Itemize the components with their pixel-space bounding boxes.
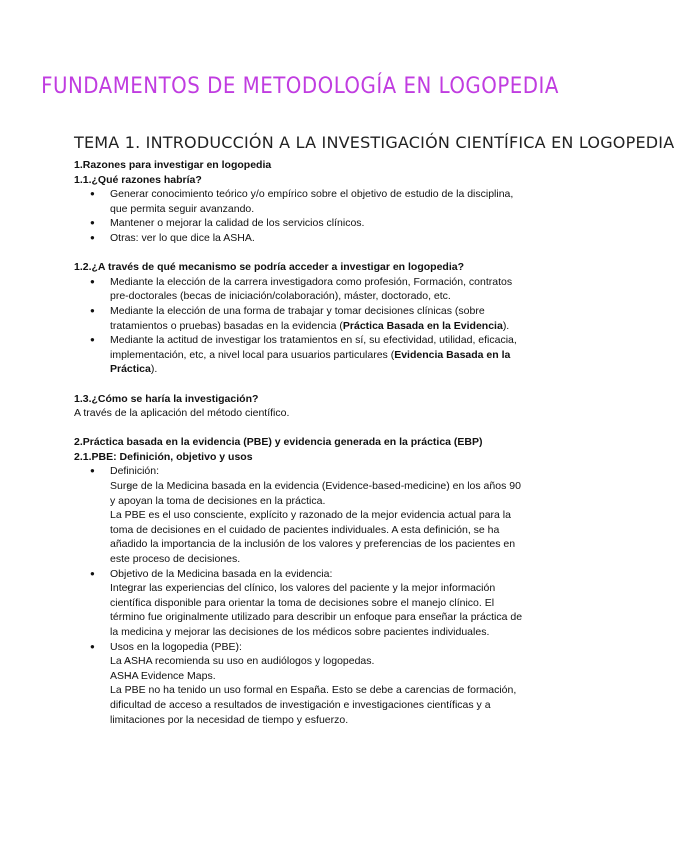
sub-list-item: - Surge de la Medicina basada en la evidencia (Evidence-based-medicine) en los años 90 y apoyan la toma de decisiones en la práctica. bbox=[74, 479, 526, 508]
list-item: ● Mediante la elección de la carrera investigadora como profesión, Formación, contratos pre-doctorales (becas de iniciación/colaboración), máster, doctorado, etc. bbox=[74, 275, 526, 304]
item-text: ). bbox=[502, 319, 510, 332]
item-bold-text: Evidencia Basada en la Práctica bbox=[110, 348, 511, 376]
list-item: ● Generar conocimiento teórico y/o empírico sobre el objetivo de estudio de la disciplina, que permita seguir avanzando. bbox=[74, 187, 526, 216]
section-1-3-heading: 1.3.¿Cómo se haría la investigación? bbox=[74, 392, 259, 405]
section-2-heading: 2.Práctica basada en la evidencia (PBE) y evidencia generada en la práctica (EBP) bbox=[74, 436, 483, 449]
section-1-1-list bbox=[74, 187, 526, 245]
document-title: FUNDAMENTOS DE METODOLOGÍA EN LOGOPEDIA bbox=[41, 74, 559, 99]
section-1-heading: 1.Razones para investigar en logopedia bbox=[74, 159, 272, 171]
section-1-1-heading: 1.1.¿Qué razones habría? bbox=[74, 173, 202, 186]
sub-list-item: - Integrar las experiencias del clínico, los valores del paciente y la mejor información científica disponible para orientar la toma de decisiones sobre el manejo clínico. El término fue originalmente utilizado para describir un enfoque para enseñar la práctica de la medicina y mejorar las decisiones de los médicos sobre pacientes individuales. bbox=[74, 581, 526, 639]
section-1-2-heading: 1.2.¿A través de qué mecanismo se podría acceder a investigar en logopedia? bbox=[74, 261, 465, 274]
usos-sublist bbox=[110, 654, 526, 727]
objetivo-label: Objetivo de la Medicina basada en la evidencia: bbox=[110, 567, 333, 580]
definicion-sublist bbox=[110, 479, 526, 567]
sub-list-item: - La ASHA recomienda su uso en audiólogos y logopedas. bbox=[74, 654, 526, 669]
section-2-1-list bbox=[74, 464, 526, 727]
definicion-label: Definición: bbox=[110, 465, 160, 478]
list-item bbox=[74, 333, 526, 377]
list-item bbox=[74, 640, 526, 728]
chapter-title: TEMA 1. INTRODUCCIÓN A LA INVESTIGACIÓN CIENTÍFICA EN LOGOPEDIA bbox=[74, 133, 674, 152]
item-text: Mediante la actitud de investigar los tratamientos en sí, su efectividad, utilidad, eficacia, implementación, etc, a nivel local para usuarios particulares ( bbox=[110, 334, 517, 361]
document-body bbox=[74, 158, 526, 727]
item-text: ). bbox=[150, 363, 158, 376]
section-1-2-list bbox=[74, 275, 526, 377]
list-item: ● Otras: ver lo que dice la ASHA. bbox=[74, 231, 526, 246]
usos-label: Usos en la logopedia (PBE): bbox=[110, 640, 242, 653]
sub-list-item: - La PBE es el uso consciente, explícito y razonado de la mejor evidencia actual para la toma de decisiones en el cuidado de pacientes individuales. A esta definición, se ha añadido la importancia de la inclusión de los valores y preferencias de los pacientes en este proceso de decisiones. bbox=[74, 508, 526, 566]
sub-list-item: - ASHA Evidence Maps. bbox=[74, 669, 526, 684]
list-item bbox=[74, 464, 526, 566]
sub-list-item: - La PBE no ha tenido un uso formal en España. Esto se debe a carencias de formación, dificultad de acceso a resultados de investigación e investigaciones científicas y a limitaciones por la necesidad de tiempo y esfuerzo. bbox=[74, 683, 526, 727]
section-1-3-text: A través de la aplicación del método científico. bbox=[74, 407, 290, 420]
section-2-1-heading: 2.1.PBE: Definición, objetivo y usos bbox=[74, 450, 253, 463]
objetivo-sublist bbox=[110, 581, 526, 639]
item-text: Mediante la elección de una forma de trabajar y tomar decisiones clínicas (sobre tratamientos o pruebas) basadas en la evidencia ( bbox=[110, 304, 485, 332]
item-bold-text: Práctica Basada en la Evidencia bbox=[342, 319, 503, 332]
list-item: ● Mantener o mejorar la calidad de los servicios clínicos. bbox=[74, 216, 526, 231]
list-item bbox=[74, 304, 526, 333]
list-item bbox=[74, 567, 526, 640]
